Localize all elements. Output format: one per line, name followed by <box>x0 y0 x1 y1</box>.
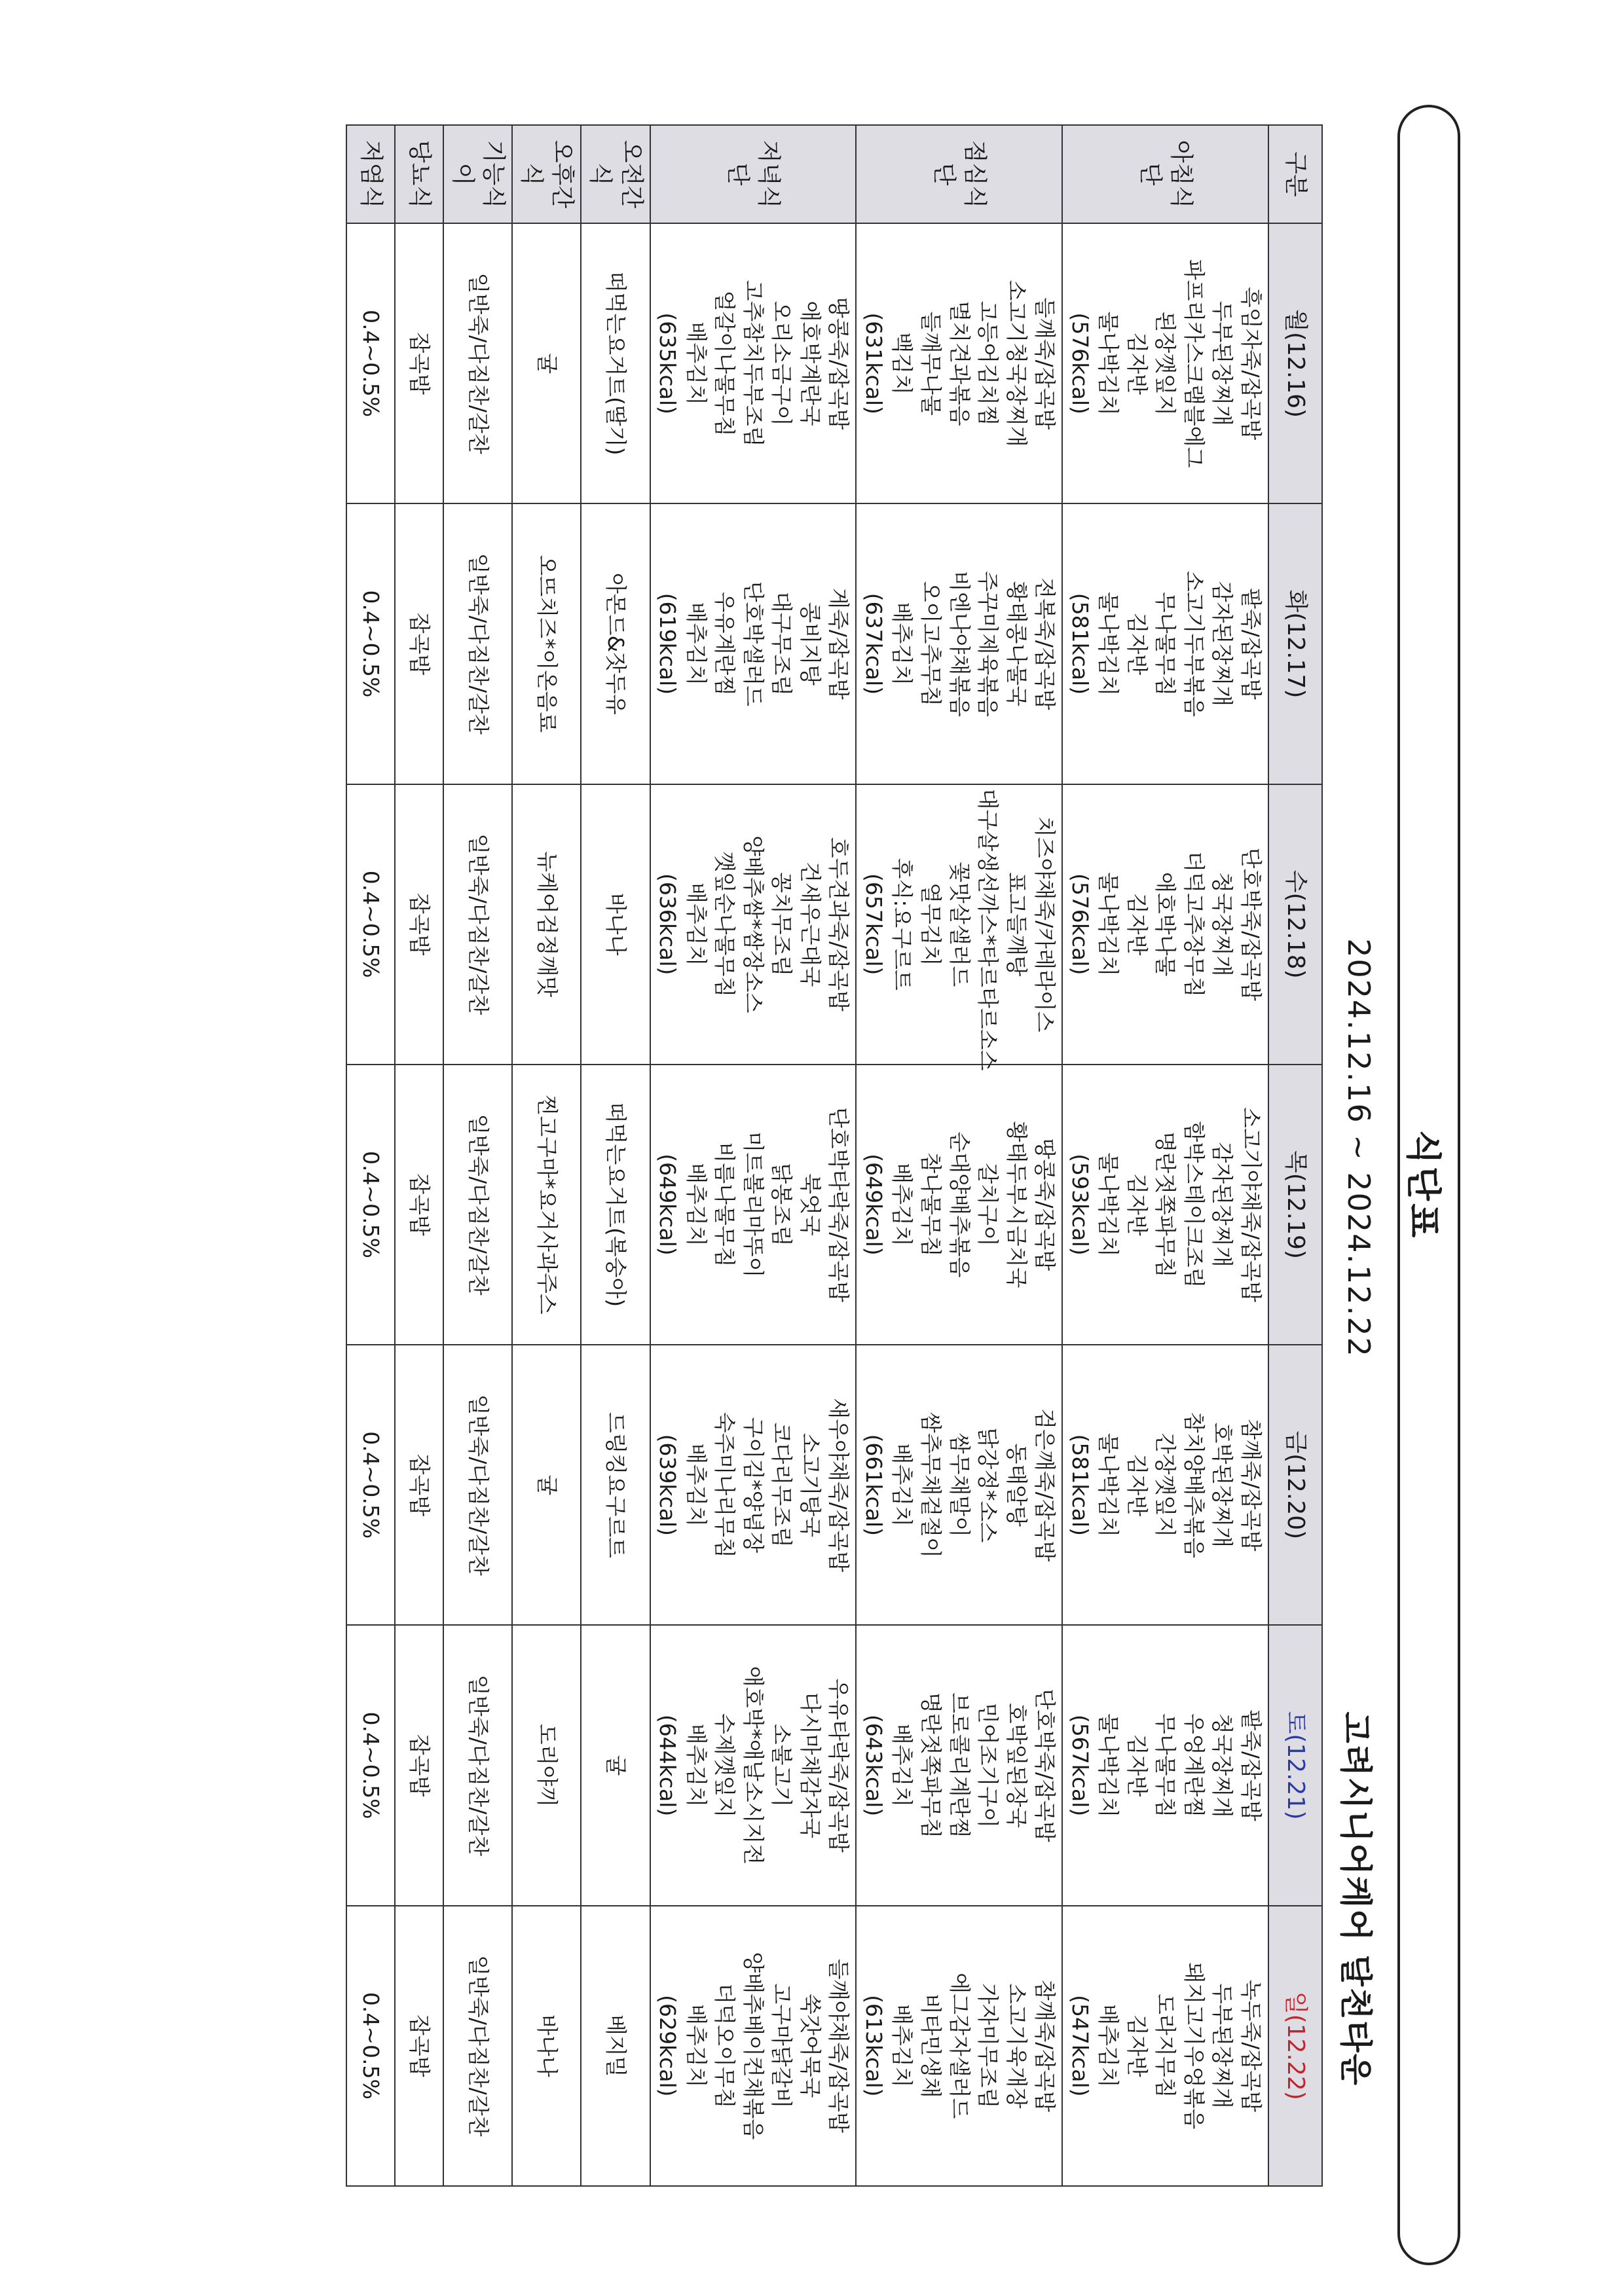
menu-item: 미트볼리마뚜이 <box>740 1131 766 1278</box>
menu-item: 소고기육개장 <box>1003 1983 1029 2109</box>
menu-item: 오이고추무침 <box>917 581 944 707</box>
menu-item: (657kcal) <box>860 873 887 975</box>
menu-cell-am-snack-thu <box>581 1065 650 1345</box>
menu-item: 애호박*애날소시지전 <box>740 1666 766 1865</box>
menu-item: 팥죽/잡곡밥 <box>1238 1709 1264 1821</box>
menu-item: 배추김치 <box>683 1443 709 1527</box>
menu-item: 대구무조림 <box>769 591 795 697</box>
menu-item: 잡곡밥 <box>407 1173 433 1236</box>
menu-item: (643kcal) <box>860 1714 887 1817</box>
menu-item: 0.4~0.5% <box>358 1711 384 1819</box>
menu-item: 구이김*양념장 <box>740 1417 766 1554</box>
row-functional-diet <box>443 125 512 2186</box>
menu-item: 숙주미나리무침 <box>712 1412 738 1558</box>
date-range: 2024.12.16 ~ 2024.12.22 <box>1341 938 1376 1358</box>
header-day-fri: 금(12.20) <box>1268 1345 1322 1625</box>
menu-item: 일반죽/다짐찬/갈찬 <box>465 1674 491 1857</box>
menu-item: 김자반 <box>1124 612 1150 676</box>
menu-item: 애호박계란국 <box>797 301 823 426</box>
menu-item: 오리소금구이 <box>769 301 795 426</box>
menu-item: 된장깻잎지 <box>1153 311 1179 416</box>
menu-item: 우유타락죽/잡곡밥 <box>826 1678 852 1853</box>
menu-item: 드링킹요구르트 <box>602 1412 629 1558</box>
menu-item: 후식:요구르트 <box>889 858 915 991</box>
menu-item: 파프리카스크램블에그 <box>1181 259 1207 468</box>
menu-item: 0.4~0.5% <box>358 870 384 978</box>
menu-cell-breakfast-mon <box>1062 223 1268 503</box>
menu-item: 가자미무조림 <box>975 1983 1001 2109</box>
menu-item: 도라지무침 <box>1153 1994 1179 2098</box>
menu-cell-dinner-fri <box>650 1345 857 1625</box>
menu-item: 뉴케어검정깨맛 <box>534 851 560 998</box>
menu-item: 소고기탕국 <box>797 1432 823 1537</box>
menu-item: 수제깻잎지 <box>712 1713 738 1818</box>
menu-cell-functional-diet-wed <box>443 784 512 1065</box>
menu-item: (619kcal) <box>655 592 681 695</box>
menu-item: 귤 <box>602 1755 629 1776</box>
menu-item: 땅콩죽/잡곡밥 <box>826 297 852 430</box>
menu-cell-dinner-thu <box>650 1065 857 1345</box>
menu-item: 배추김치 <box>889 2004 915 2088</box>
menu-item: 고구마닭갈비 <box>769 1983 795 2109</box>
menu-cell-low-salt-diet-wed <box>346 784 395 1065</box>
menu-item: 건새우근대국 <box>797 862 823 987</box>
menu-item: 고추참치두부조림 <box>740 280 766 447</box>
menu-item: 들깨야채죽/잡곡밥 <box>826 1958 852 2133</box>
menu-item: 두부된장찌개 <box>1209 301 1236 426</box>
row-label-low-salt-diet: 저염식 <box>346 125 395 223</box>
menu-item: 소고기야채죽/잡곡밥 <box>1238 1106 1264 1302</box>
menu-cell-breakfast-tue <box>1062 503 1268 784</box>
menu-item: 팥죽/잡곡밥 <box>1238 588 1264 700</box>
menu-cell-functional-diet-fri <box>443 1345 512 1625</box>
menu-item: (649kcal) <box>655 1154 681 1256</box>
menu-item: 물나박김치 <box>1096 311 1122 416</box>
menu-item: 배추김치 <box>1096 2004 1122 2088</box>
menu-item: 무나물무침 <box>1153 591 1179 697</box>
row-low-salt-diet <box>346 125 395 2186</box>
header-row <box>1268 125 1322 2186</box>
menu-cell-lunch-tue <box>856 503 1062 784</box>
menu-item: 물나박김치 <box>1096 591 1122 697</box>
menu-cell-diabetic-diet-mon <box>395 223 443 503</box>
menu-item: (629kcal) <box>655 1995 681 2097</box>
menu-item: 멸치견과볶음 <box>946 301 972 426</box>
menu-item: (613kcal) <box>860 1995 887 2097</box>
menu-item: 청국장찌개 <box>1209 1713 1236 1818</box>
menu-item: 양배추쌈*쌈장소스 <box>740 835 766 1013</box>
menu-item: 황태두부시금치국 <box>1003 1121 1029 1288</box>
menu-item: 명란젓쪽파무침 <box>1153 1131 1179 1278</box>
menu-cell-dinner-sat <box>650 1625 857 1905</box>
menu-cell-dinner-tue <box>650 503 857 784</box>
menu-item: 잡곡밥 <box>407 332 433 395</box>
menu-cell-dinner-mon <box>650 223 857 503</box>
menu-item: 치즈야채죽/카레라이스 <box>1032 816 1058 1032</box>
header-day-sun: 일(12.22) <box>1268 1906 1322 2186</box>
row-diabetic-diet <box>395 125 443 2186</box>
menu-cell-am-snack-tue <box>581 503 650 784</box>
menu-item: 김자반 <box>1124 1173 1150 1236</box>
menu-item: 잡곡밥 <box>407 2014 433 2077</box>
menu-cell-functional-diet-tue <box>443 503 512 784</box>
menu-item: 비엔나야채볶음 <box>946 570 972 717</box>
menu-item: 물나박김치 <box>1096 872 1122 977</box>
menu-item: 게죽/잡곡밥 <box>826 588 852 700</box>
menu-item: 단호박타락죽/잡곡밥 <box>826 1106 852 1302</box>
menu-item: (576kcal) <box>1067 873 1093 975</box>
menu-item: (639kcal) <box>655 1434 681 1536</box>
row-label-breakfast: 아침식단 <box>1062 125 1268 223</box>
menu-cell-dinner-wed <box>650 784 857 1065</box>
menu-item: 0.4~0.5% <box>358 1151 384 1258</box>
menu-item: 일반죽/다짐찬/갈찬 <box>465 1114 491 1296</box>
menu-item: 배추김치 <box>683 321 709 405</box>
menu-item: 검은깨죽/잡곡밥 <box>1032 1408 1058 1562</box>
menu-item: (581kcal) <box>1067 1434 1093 1536</box>
menu-item: 고등어김치찜 <box>975 301 1001 426</box>
menu-item: 배추김치 <box>889 1443 915 1527</box>
menu-item: 대구살생선까스*타르타르소스 <box>975 788 1001 1071</box>
menu-item: 김자반 <box>1124 1734 1150 1797</box>
menu-item: 얼갈이나물무침 <box>712 290 738 437</box>
row-label-am-snack: 오전간식 <box>581 125 650 223</box>
menu-item: 바나나 <box>534 2014 560 2077</box>
menu-item: 떠먹는요거트(복숭아) <box>602 1102 629 1307</box>
page-title: 식단표 <box>1403 1129 1444 1241</box>
menu-item: 잡곡밥 <box>407 892 433 956</box>
menu-item: 참치양배추볶음 <box>1181 1412 1207 1558</box>
facility-name: 고려시니어케어 달천타운 <box>1337 1711 1375 2086</box>
menu-item: 청국장찌개 <box>1209 872 1236 977</box>
menu-item: (567kcal) <box>1067 1714 1093 1817</box>
menu-item: 참깨죽/잡곡밥 <box>1238 1419 1264 1552</box>
menu-cell-breakfast-sun <box>1062 1906 1268 2186</box>
menu-cell-diabetic-diet-sun <box>395 1906 443 2186</box>
menu-item: 배추김치 <box>683 2004 709 2088</box>
menu-item: 닭봉조림 <box>769 1163 795 1247</box>
menu-item: 김자반 <box>1124 2014 1150 2077</box>
menu-item: 깻잎순나물무침 <box>712 851 738 998</box>
menu-item: 에그감자샐러드 <box>946 1973 972 2119</box>
menu-cell-pm-snack-thu <box>512 1065 581 1345</box>
menu-cell-dinner-sun <box>650 1906 857 2186</box>
menu-item: 호두견과죽/잡곡밥 <box>826 837 852 1011</box>
menu-item: 참깨죽/잡곡밥 <box>1032 1979 1058 2113</box>
menu-item: 배추김치 <box>683 882 709 966</box>
menu-item: 배추김치 <box>683 602 709 686</box>
menu-cell-functional-diet-sun <box>443 1906 512 2186</box>
menu-item: 일반죽/다짐찬/갈찬 <box>465 553 491 735</box>
menu-item: 떠먹는요거트(딸기) <box>602 271 629 456</box>
menu-item: 단호박샐러드 <box>740 581 766 707</box>
menu-item: (631kcal) <box>860 312 887 414</box>
title-banner <box>1397 105 1460 2265</box>
menu-item: (547kcal) <box>1067 1995 1093 2097</box>
menu-item: 열무김치 <box>917 882 944 966</box>
menu-item: 무나물무침 <box>1153 1713 1179 1818</box>
menu-item: 0.4~0.5% <box>358 1431 384 1539</box>
menu-item: (644kcal) <box>655 1714 681 1817</box>
menu-item: 양배추베이컨채볶음 <box>740 1952 766 2140</box>
row-label-pm-snack: 오후간식 <box>512 125 581 223</box>
menu-table <box>346 124 1323 2187</box>
menu-item: 돼지고기우엉볶음 <box>1181 1962 1207 2130</box>
row-breakfast <box>1062 125 1268 2186</box>
menu-cell-lunch-thu <box>856 1065 1062 1345</box>
menu-item: 호박된장찌개 <box>1209 1422 1236 1548</box>
header-day-thu: 목(12.19) <box>1268 1065 1322 1345</box>
menu-cell-lunch-sat <box>856 1625 1062 1905</box>
menu-item: 함박스테이크조림 <box>1181 1121 1207 1288</box>
menu-item: 물나박김치 <box>1096 1152 1122 1257</box>
menu-item: 호박잎된장국 <box>1003 1702 1029 1829</box>
menu-item: 김자반 <box>1124 332 1150 395</box>
row-label-functional-diet: 기능식이 <box>443 125 512 223</box>
menu-item: 동태알탕 <box>1003 1443 1029 1527</box>
row-am-snack <box>581 125 650 2186</box>
menu-item: 일반죽/다짐찬/갈찬 <box>465 1955 491 2137</box>
menu-item: 일반죽/다짐찬/갈찬 <box>465 1394 491 1576</box>
menu-item: (636kcal) <box>655 873 681 975</box>
menu-cell-lunch-mon <box>856 223 1062 503</box>
menu-item: (576kcal) <box>1067 312 1093 414</box>
menu-item: 소불고기 <box>769 1723 795 1808</box>
menu-cell-pm-snack-wed <box>512 784 581 1065</box>
menu-item: 땅콩죽/잡곡밥 <box>1032 1138 1058 1271</box>
menu-cell-functional-diet-thu <box>443 1065 512 1345</box>
menu-item: 일반죽/다짐찬/갈찬 <box>465 833 491 1015</box>
menu-item: 김자반 <box>1124 892 1150 956</box>
menu-item: 일반죽/다짐찬/갈찬 <box>465 272 491 454</box>
menu-item: 소고기청국장찌개 <box>1003 280 1029 447</box>
menu-item: 민어조기구이 <box>975 1702 1001 1829</box>
menu-item: 백김치 <box>889 332 915 395</box>
menu-cell-low-salt-diet-sun <box>346 1906 395 2186</box>
menu-item: 전복죽/잡곡밥 <box>1032 577 1058 710</box>
menu-item: 들깨죽/잡곡밥 <box>1032 297 1058 430</box>
menu-cell-diabetic-diet-tue <box>395 503 443 784</box>
menu-item: 우엉계란찜 <box>1181 1713 1207 1818</box>
menu-item: 다시마채감자국 <box>797 1692 823 1839</box>
menu-item: 배추김치 <box>683 1163 709 1247</box>
menu-cell-diabetic-diet-fri <box>395 1345 443 1625</box>
menu-item: 쌈추무채겉절이 <box>917 1412 944 1558</box>
menu-cell-low-salt-diet-tue <box>346 503 395 784</box>
menu-item: 베지밀 <box>602 2014 629 2077</box>
row-pm-snack <box>512 125 581 2186</box>
menu-item: 배추김치 <box>889 1723 915 1808</box>
menu-item: 애호박나물 <box>1153 872 1179 977</box>
header-day-sat: 토(12.21) <box>1268 1625 1322 1905</box>
menu-item: 도리야끼 <box>534 1723 560 1808</box>
menu-cell-diabetic-diet-wed <box>395 784 443 1065</box>
menu-cell-lunch-fri <box>856 1345 1062 1625</box>
menu-item: 0.4~0.5% <box>358 310 384 418</box>
menu-cell-pm-snack-tue <box>512 503 581 784</box>
menu-cell-am-snack-fri <box>581 1345 650 1625</box>
menu-item: 감자된장찌개 <box>1209 1142 1236 1267</box>
menu-cell-diabetic-diet-sat <box>395 1625 443 1905</box>
menu-item: (581kcal) <box>1067 592 1093 695</box>
menu-item: 브로콜리계란찜 <box>946 1692 972 1839</box>
menu-item: 들깨무나물 <box>917 311 944 416</box>
menu-item: 배추김치 <box>889 1163 915 1247</box>
menu-item: 바나나 <box>602 892 629 956</box>
menu-cell-am-snack-sat <box>581 1625 650 1905</box>
menu-item: 녹두죽/잡곡밥 <box>1238 1979 1264 2113</box>
menu-item: 쑥갓어묵국 <box>797 1994 823 2098</box>
menu-cell-pm-snack-sat <box>512 1625 581 1905</box>
menu-cell-low-salt-diet-fri <box>346 1345 395 1625</box>
menu-item: 배추김치 <box>683 1723 709 1808</box>
menu-item: (635kcal) <box>655 312 681 414</box>
menu-item: 귤 <box>534 353 560 374</box>
menu-item: 잡곡밥 <box>407 612 433 676</box>
menu-item: 꽁치무조림 <box>769 872 795 977</box>
menu-item: 닭강정*소스 <box>975 1427 1001 1543</box>
menu-item: 소고기두부볶음 <box>1181 570 1207 717</box>
menu-cell-diabetic-diet-thu <box>395 1065 443 1345</box>
menu-item: 단호박죽/잡곡밥 <box>1032 1688 1058 1842</box>
menu-cell-am-snack-mon <box>581 223 650 503</box>
menu-item: 감자된장찌개 <box>1209 581 1236 707</box>
menu-item: 새우야채죽/잡곡밥 <box>826 1398 852 1573</box>
menu-cell-breakfast-fri <box>1062 1345 1268 1625</box>
menu-item: 물나박김치 <box>1096 1713 1122 1818</box>
menu-item: 더덕오이무침 <box>712 1983 738 2109</box>
row-label-diabetic-diet: 당뇨식 <box>395 125 443 223</box>
menu-item: 두부된장찌개 <box>1209 1983 1236 2109</box>
menu-item: 김자반 <box>1124 1453 1150 1517</box>
menu-item: 비름나물무침 <box>712 1142 738 1267</box>
header-category: 구분 <box>1268 125 1322 223</box>
menu-item: (593kcal) <box>1067 1154 1093 1256</box>
menu-body <box>346 125 1268 2186</box>
menu-item: 찐고구마*요거사과주스 <box>534 1095 560 1315</box>
menu-item: 주꾸미제육볶음 <box>975 570 1001 717</box>
menu-item: 단호박죽/잡곡밥 <box>1238 847 1264 1001</box>
menu-item: 0.4~0.5% <box>358 1992 384 2100</box>
row-lunch <box>856 125 1062 2186</box>
menu-cell-breakfast-thu <box>1062 1065 1268 1345</box>
menu-item: 코다리무조림 <box>769 1422 795 1548</box>
menu-item: (661kcal) <box>860 1434 887 1536</box>
row-label-lunch: 점심식단 <box>856 125 1062 223</box>
menu-item: 물나박김치 <box>1096 1432 1122 1537</box>
menu-item: 명란젓쪽파무침 <box>917 1692 944 1839</box>
menu-cell-low-salt-diet-thu <box>346 1065 395 1345</box>
menu-item: (649kcal) <box>860 1154 887 1256</box>
menu-item: 우유계란찜 <box>712 591 738 697</box>
menu-cell-am-snack-sun <box>581 1906 650 2186</box>
menu-cell-pm-snack-fri <box>512 1345 581 1625</box>
menu-item: 비타민생채 <box>917 1994 944 2098</box>
menu-item: 귤 <box>534 1474 560 1496</box>
header-day-wed: 수(12.18) <box>1268 784 1322 1065</box>
menu-cell-low-salt-diet-mon <box>346 223 395 503</box>
menu-item: 아몬드&잣두유 <box>602 572 629 715</box>
menu-item: 참나물무침 <box>917 1152 944 1257</box>
menu-item: 황태콩나물국 <box>1003 581 1029 707</box>
menu-cell-breakfast-sat <box>1062 1625 1268 1905</box>
menu-cell-am-snack-wed <box>581 784 650 1065</box>
menu-item: 갈치구이 <box>975 1163 1001 1247</box>
menu-item: 순대양배추볶음 <box>946 1131 972 1278</box>
menu-item: 흑임자죽/잡곡밥 <box>1238 287 1264 441</box>
menu-item: 0.4~0.5% <box>358 590 384 698</box>
menu-item: 콩비지탕 <box>797 602 823 686</box>
row-label-dinner: 저녁식단 <box>650 125 857 223</box>
row-dinner <box>650 125 857 2186</box>
menu-item: 쌈무채말이 <box>946 1432 972 1537</box>
menu-item: (637kcal) <box>860 592 887 695</box>
menu-item: 오뜨치즈*이온음료 <box>534 555 560 733</box>
menu-cell-functional-diet-mon <box>443 223 512 503</box>
menu-cell-low-salt-diet-sat <box>346 1625 395 1905</box>
menu-item: 잡곡밥 <box>407 1734 433 1797</box>
header-day-tue: 화(12.17) <box>1268 503 1322 784</box>
header-day-mon: 월(12.16) <box>1268 223 1322 503</box>
menu-cell-lunch-sun <box>856 1906 1062 2186</box>
menu-item: 잡곡밥 <box>407 1453 433 1517</box>
menu-item: 꽃맛살샐러드 <box>946 862 972 987</box>
menu-cell-functional-diet-sat <box>443 1625 512 1905</box>
menu-cell-breakfast-wed <box>1062 784 1268 1065</box>
menu-cell-lunch-wed <box>856 784 1062 1071</box>
menu-item: 표고들깨탕 <box>1003 872 1029 977</box>
menu-item: 배추김치 <box>889 602 915 686</box>
menu-item: 북엇국 <box>797 1173 823 1236</box>
menu-cell-pm-snack-sun <box>512 1906 581 2186</box>
menu-item: 더덕고추장무침 <box>1181 851 1207 998</box>
menu-cell-pm-snack-mon <box>512 223 581 503</box>
menu-item: 간장깻잎지 <box>1153 1432 1179 1537</box>
